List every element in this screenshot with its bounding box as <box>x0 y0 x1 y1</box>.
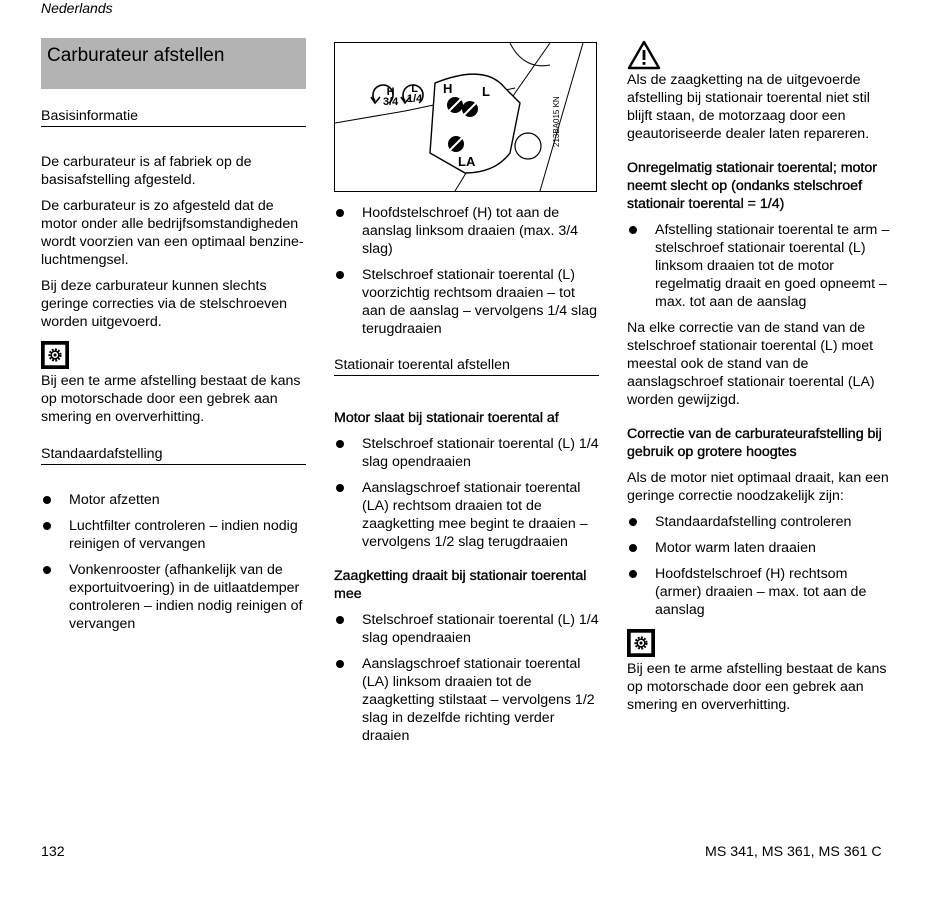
notice-text-1: Bij een te arme afstelling bestaat de kans op motorschade door een gebrek aan smering en oververhitting. <box>41 373 301 425</box>
heading-basisinformatie: Basisinformatie <box>41 107 306 127</box>
heading-standaardafstelling: Standaardafstelling <box>41 445 306 465</box>
figure-label-la: LA <box>458 154 476 169</box>
notice-text-2: Bij een te arme afstelling bestaat de kans op motorschade door een gebrek aan smering en oververhitting. <box>627 661 887 713</box>
page-number: 132 <box>41 844 65 860</box>
basis-paragraph-2: De carburateur is zo afgesteld dat de motor onder alle bedrijfsomstandigheden wordt voorzien van een optimaal benzine-luchtmengsel. <box>41 198 304 268</box>
section-title: Carburateur afstellen <box>41 38 306 89</box>
notice-gear-icon <box>41 341 306 369</box>
list-item: Standaardafstelling controleren <box>627 513 897 531</box>
sub4-list <box>627 513 897 619</box>
standard-list <box>41 491 306 633</box>
list-item: Motor warm laten draaien <box>627 539 897 557</box>
figure-label-l-fraction: L 1/4 <box>407 83 423 105</box>
sub3-list <box>627 221 897 311</box>
subheading-motor-slaat-af: Motor slaat bij stationair toerental af <box>334 410 559 426</box>
sub1-list <box>334 435 599 551</box>
column-right <box>627 40 897 714</box>
column-left <box>41 38 306 633</box>
initial-list <box>334 204 599 338</box>
list-item: Aanslagschroef stationair toerental (LA) rechtsom draaien tot de zaagketting mee begint te draaien – vervolgens 1/2 slag terugdraaien <box>334 479 599 551</box>
correction-paragraph: Na elke correctie van de stand van de stelschroef stationair toerental (L) moet meestal ook de stand van de aanslagschroef stationair toerental (LA) worden gewijzigd. <box>627 320 875 408</box>
figure-label-l: L <box>482 84 490 99</box>
carburetor-figure <box>334 42 597 192</box>
list-item: Luchtfilter controleren – indien nodig reinigen of vervangen <box>41 517 306 553</box>
subheading-hoogtes: Correctie van de carburateurafstelling bij gebruik op grotere hoogtes <box>627 426 882 460</box>
figure-label-h-fraction: H 3/4 <box>383 86 399 108</box>
basis-paragraph-3: Bij deze carburateur kunnen slechts geringe correcties via de stelschroeven worden uitgevoerd. <box>41 278 288 330</box>
list-item: Motor afzetten <box>41 491 306 509</box>
warning-triangle-icon <box>627 40 897 70</box>
figure-code: 213BA015 KN <box>552 96 561 147</box>
list-item: Hoofdstelschroef (H) tot aan de aanslag linksom draaien (max. 3/4 slag) <box>334 204 599 258</box>
column-middle <box>334 42 599 745</box>
list-item: Aanslagschroef stationair toerental (LA) linksom draaien tot de zaagketting stilstaat – vervolgens 1/2 slag in dezelfde richting verder draaien <box>334 655 599 745</box>
list-item: Afstelling stationair toerental te arm – stelschroef stationair toerental (L) linksom draaien tot de motor regelmatig draait en goed opneemt – max. tot aan de aanslag <box>627 221 897 311</box>
model-label: MS 341, MS 361, MS 361 C <box>705 844 882 860</box>
list-item: Vonkenrooster (afhankelijk van de exportuitvoering) in de uitlaatdemper controleren – indien nodig reinigen of vervangen <box>41 561 306 633</box>
subheading-zaagketting-draait: Zaagketting draait bij stationair toerental mee <box>334 568 587 602</box>
sub2-list <box>334 611 599 745</box>
figure-label-h: H <box>443 81 453 96</box>
list-item: Stelschroef stationair toerental (L) 1/4 slag opendraaien <box>334 435 599 471</box>
list-item: Stelschroef stationair toerental (L) 1/4 slag opendraaien <box>334 611 599 647</box>
basis-paragraph-1: De carburateur is af fabriek op de basisafstelling afgesteld. <box>41 154 252 188</box>
warning-text: Als de zaagketting na de uitgevoerde afstelling bij stationair toerental niet stil blijft staan, de motorzaag door een geautoriseerde dealer laten repareren. <box>627 72 870 142</box>
subheading-onregelmatig: Onregelmatig stationair toerental; motor neemt slecht op (ondanks stelschroef stationair toerental = 1/4) <box>627 160 877 212</box>
language-label: Nederlands <box>41 0 113 16</box>
list-item: Hoofdstelschroef (H) rechtsom (armer) draaien – max. tot aan de aanslag <box>627 565 897 619</box>
altitude-paragraph: Als de motor niet optimaal draait, kan een geringe correctie noodzakelijk zijn: <box>627 470 889 504</box>
notice-gear-icon <box>627 629 897 657</box>
heading-stationair: Stationair toerental afstellen <box>334 356 599 376</box>
list-item: Stelschroef stationair toerental (L) voorzichtig rechtsom draaien – tot aan de aanslag – vervolgens 1/4 slag terugdraaien <box>334 266 599 338</box>
